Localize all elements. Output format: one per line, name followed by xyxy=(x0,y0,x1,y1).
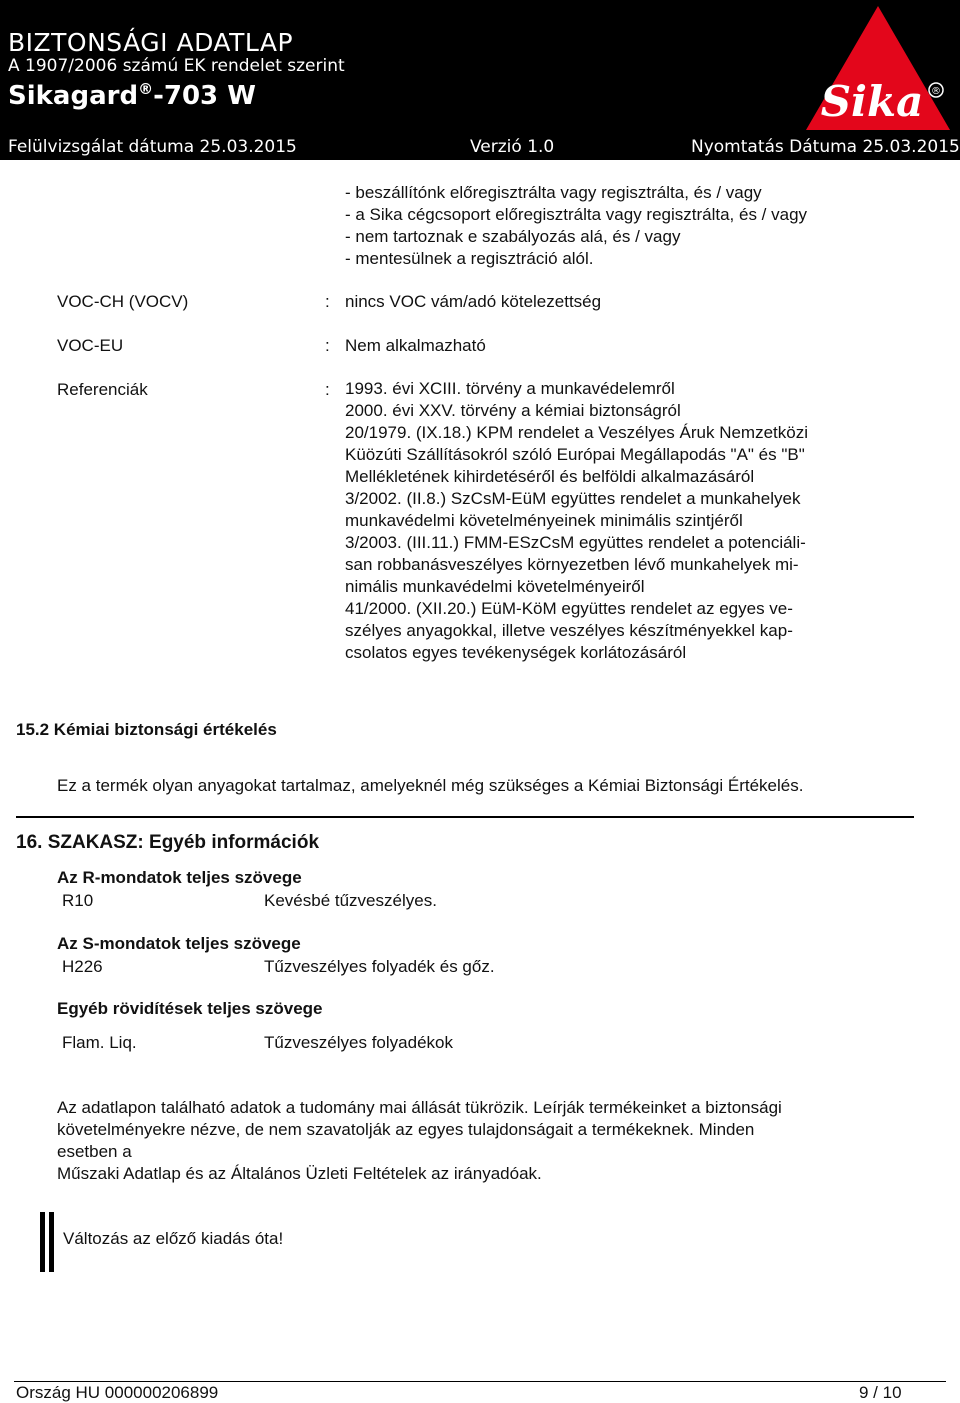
voc-ch-value: nincs VOC vám/adó kötelezettség xyxy=(345,292,602,311)
r-phrase-code: R10 xyxy=(62,891,94,910)
list-item: - a Sika cégcsoport előregisztrálta vagy regisztrálta, és / vagy xyxy=(345,205,808,224)
logo-wordmark: Sika xyxy=(820,77,924,126)
reference-line: csolatos egyes tevékenységek korlátozásáról xyxy=(345,643,687,662)
abbreviation-text: Tűzveszélyes folyadékok xyxy=(264,1033,453,1052)
h-phrase-text: Tűzveszélyes folyadék és gőz. xyxy=(264,957,495,976)
reference-line: nimális munkavédelmi követelményeiről xyxy=(345,577,645,596)
voc-ch-colon: : xyxy=(325,292,330,311)
print-date: Nyomtatás Dátuma 25.03.2015 xyxy=(691,137,960,157)
reference-line: munkavédelmi követelményeinek minimális szintjéről xyxy=(345,511,743,530)
reference-line: 1993. évi XCIII. törvény a munkavédelemről xyxy=(345,379,675,398)
logo-reg-mark: ® xyxy=(931,86,941,97)
reference-line: 20/1979. (IX.18.) KPM rendelet a Veszélyes Áruk Nemzetközi xyxy=(345,423,809,442)
footer-country: Ország HU 000000206899 xyxy=(16,1383,219,1402)
reference-line: Küözúti Szállításokról szóló Európai Megállapodás "A" és "B" xyxy=(345,445,805,464)
product-name-text: Sikagard xyxy=(8,81,139,111)
disclaimer-line: Műszaki Adatlap és az Általános Üzleti Feltételek az irányadóak. xyxy=(57,1164,542,1183)
references-label: Referenciák xyxy=(57,380,148,399)
r-phrases-heading: Az R-mondatok teljes szövege xyxy=(57,868,302,887)
section-divider xyxy=(16,816,914,818)
references-list xyxy=(345,378,808,664)
section-15-2-text: Ez a termék olyan anyagokat tartalmaz, amelyeknél még szükséges a Kémiai Biztonsági Értékelés. xyxy=(57,776,804,795)
reference-line: 41/2000. (XII.20.) EüM-KöM együttes rendelet az egyes ve- xyxy=(345,599,793,618)
s-phrases-heading: Az S-mondatok teljes szövege xyxy=(57,934,301,953)
sika-logo xyxy=(802,4,952,132)
reference-line: 3/2002. (II.8.) SzCsM-EüM együttes rendelet a munkahelyek xyxy=(345,489,801,508)
references-colon: : xyxy=(325,380,330,399)
change-bar-icon xyxy=(40,1212,54,1272)
h-phrase-code: H226 xyxy=(62,957,103,976)
page-number: 9 / 10 xyxy=(859,1383,902,1402)
regulation-reference: A 1907/2006 számú EK rendelet szerint xyxy=(8,56,345,76)
section-16-heading: 16. SZAKASZ: Egyéb információk xyxy=(16,832,320,853)
revision-date: Felülvizsgálat dátuma 25.03.2015 xyxy=(8,137,297,157)
disclaimer-line: követelményekre nézve, de nem szavatolják az egyes tulajdonságait a termékeknek. Minden xyxy=(57,1120,755,1139)
reference-line: szélyes anyagokkal, illetve veszélyes készítményekkel kap- xyxy=(345,621,793,640)
reference-line: Mellékletének kihirdetéséről és belföldi alkalmazásáról xyxy=(345,467,755,486)
reference-line: 2000. évi XXV. törvény a kémiai biztonságról xyxy=(345,401,681,420)
voc-eu-value: Nem alkalmazható xyxy=(345,336,486,355)
reference-line: 3/2003. (III.11.) FMM-ESzCsM együttes rendelet a potenciáli- xyxy=(345,533,806,552)
voc-eu-colon: : xyxy=(325,336,330,355)
disclaimer-line: Az adatlapon található adatok a tudomány mai állását tükrözik. Leírják termékeinket a biztonsági xyxy=(57,1098,782,1117)
footer-divider xyxy=(14,1381,946,1382)
product-name xyxy=(8,80,256,111)
abbreviations-heading: Egyéb rövidítések teljes szövege xyxy=(57,999,323,1018)
version-label: Verzió 1.0 xyxy=(470,137,555,157)
list-item: - nem tartoznak e szabályozás alá, és / vagy xyxy=(345,227,681,246)
voc-ch-label: VOC-CH (VOCV) xyxy=(57,292,189,311)
document-title: BIZTONSÁGI ADATLAP xyxy=(8,28,294,57)
disclaimer-line: esetben a xyxy=(57,1142,132,1161)
r-phrase-text: Kevésbé tűzveszélyes. xyxy=(264,891,437,910)
registered-mark: ® xyxy=(138,80,154,98)
list-item: - mentesülnek a regisztráció alól. xyxy=(345,249,594,268)
registration-list xyxy=(345,182,807,270)
product-code: -703 W xyxy=(153,81,256,111)
voc-eu-label: VOC-EU xyxy=(57,336,124,355)
disclaimer xyxy=(57,1097,782,1185)
section-15-2-heading: 15.2 Kémiai biztonsági értékelés xyxy=(16,720,277,739)
reference-line: san robbanásveszélyes környezetben lévő munkahelyek mi- xyxy=(345,555,799,574)
list-item: - beszállítónk előregisztrálta vagy regisztrálta, és / vagy xyxy=(345,183,762,202)
document-header xyxy=(0,0,960,160)
abbreviation-code: Flam. Liq. xyxy=(62,1033,137,1052)
change-note: Változás az előző kiadás óta! xyxy=(63,1229,284,1248)
